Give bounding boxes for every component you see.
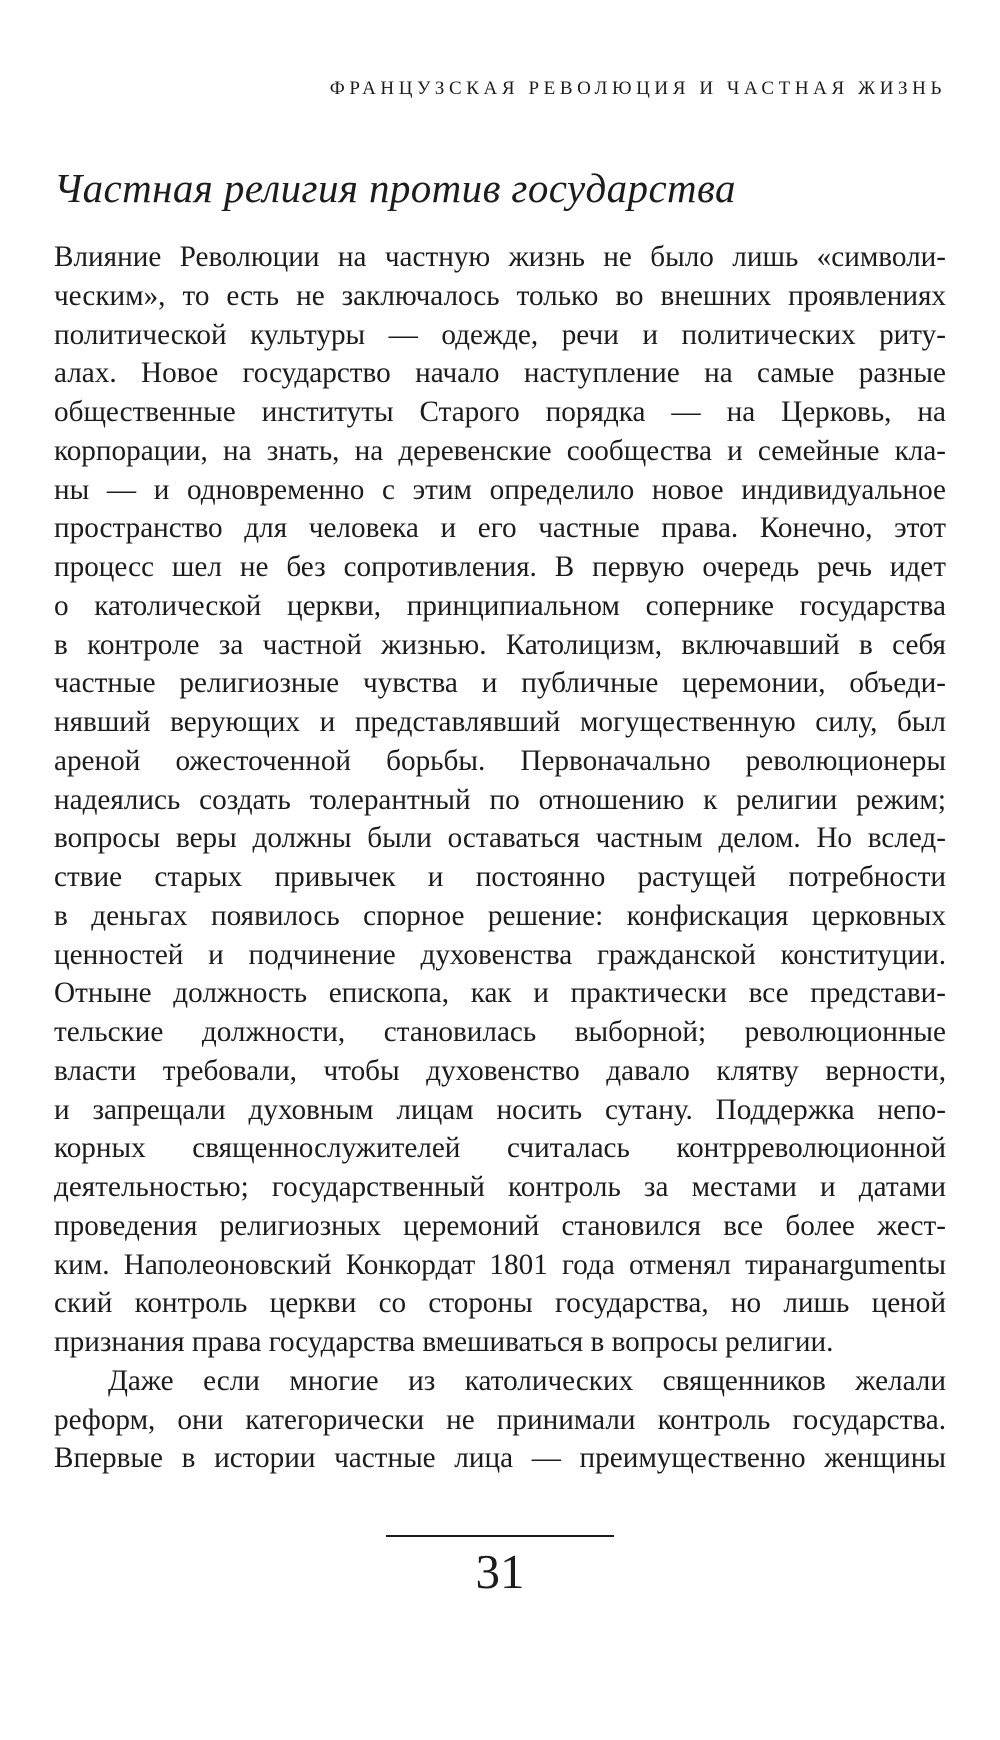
text-line: ценностей и подчинение духовенства гражданской конституции. [54,938,946,971]
body-text [54,238,946,1478]
text-line: ческим», то есть не заключалось только во внешних проявлениях [54,279,946,312]
text-line: Впервые в истории частные лица — преимущественно женщины [54,1442,946,1475]
text-line: корных священнослужителей считалась контрреволюционной [54,1132,946,1165]
text-line: частные религиозные чувства и публичные церемонии, объеди- [54,667,946,700]
text-line: вопросы веры должны были оставаться частным делом. Но вслед- [54,822,946,855]
text-line: ский контроль церкви со стороны государства, но лишь ценой [54,1287,946,1320]
text-line: о католической церкви, принципиальном сопернике государства [54,589,946,622]
text-line: процесс шел не без сопротивления. В первую очередь речь идет [54,551,946,583]
text-line: ким. Наполеоновский Конкордат 1801 года отменял тиранargumentы [54,1248,946,1281]
text-line: деятельностью; государственный контроль за местами и датами [54,1171,946,1203]
text-line: в деньгах появилось спорное решение: конфискация церковных [54,899,946,932]
text-line: реформ, они категорически не принимали контроль государства. [54,1403,946,1436]
section-title: Частная религия против государства [54,165,736,211]
text-line: в контроле за частной жизнью. Католицизм, включавший в себя [54,628,946,661]
text-line: корпорации, на знать, на деревенские сообщества и семейные кла- [54,434,946,467]
text-line: тельские должности, становилась выборной; революционные [54,1016,946,1048]
text-line: Влияние Революции на частную жизнь не было лишь «символи- [54,241,946,273]
text-line: и запрещали духовным лицам носить сутану. Поддержка непо- [54,1093,946,1126]
running-head: ФРАНЦУЗСКАЯ РЕВОЛЮЦИЯ И ЧАСТНАЯ ЖИЗНЬ [329,78,946,99]
text-line: Отныне должность епископа, как и практически все представи- [54,977,946,1010]
text-line: ствие старых привычек и постоянно растущей потребности [54,861,946,893]
text-line: алах. Новое государство начало наступление на самые разные [54,357,946,390]
text-line: надеялись создать толерантный по отношению к религии режим; [54,783,946,816]
text-line: политической культуры — одежде, речи и политических риту- [54,318,946,351]
paragraph-start-line: Даже если многие из католических священников желали [108,1364,946,1397]
text-line: ны — и одновременно с этим определило новое индивидуальное [54,473,946,506]
paragraph-end-line: признания права государства вмешиваться в вопросы религии. [54,1326,834,1358]
text-line: нявший верующих и представлявший могущественную силу, был [54,706,946,738]
text-line: власти требовали, чтобы духовенство давало клятву верности, [54,1054,946,1087]
text-line: проведения религиозных церемоний становился все более жест- [54,1209,946,1242]
page-number-rule [386,1535,614,1537]
page-number: 31 [475,1544,525,1599]
text-line: общественные институты Старого порядка — на Церковь, на [54,396,946,428]
text-line: пространство для человека и его частные права. Конечно, этот [54,512,946,545]
text-line: ареной ожесточенной борьбы. Первоначально революционеры [54,744,946,777]
